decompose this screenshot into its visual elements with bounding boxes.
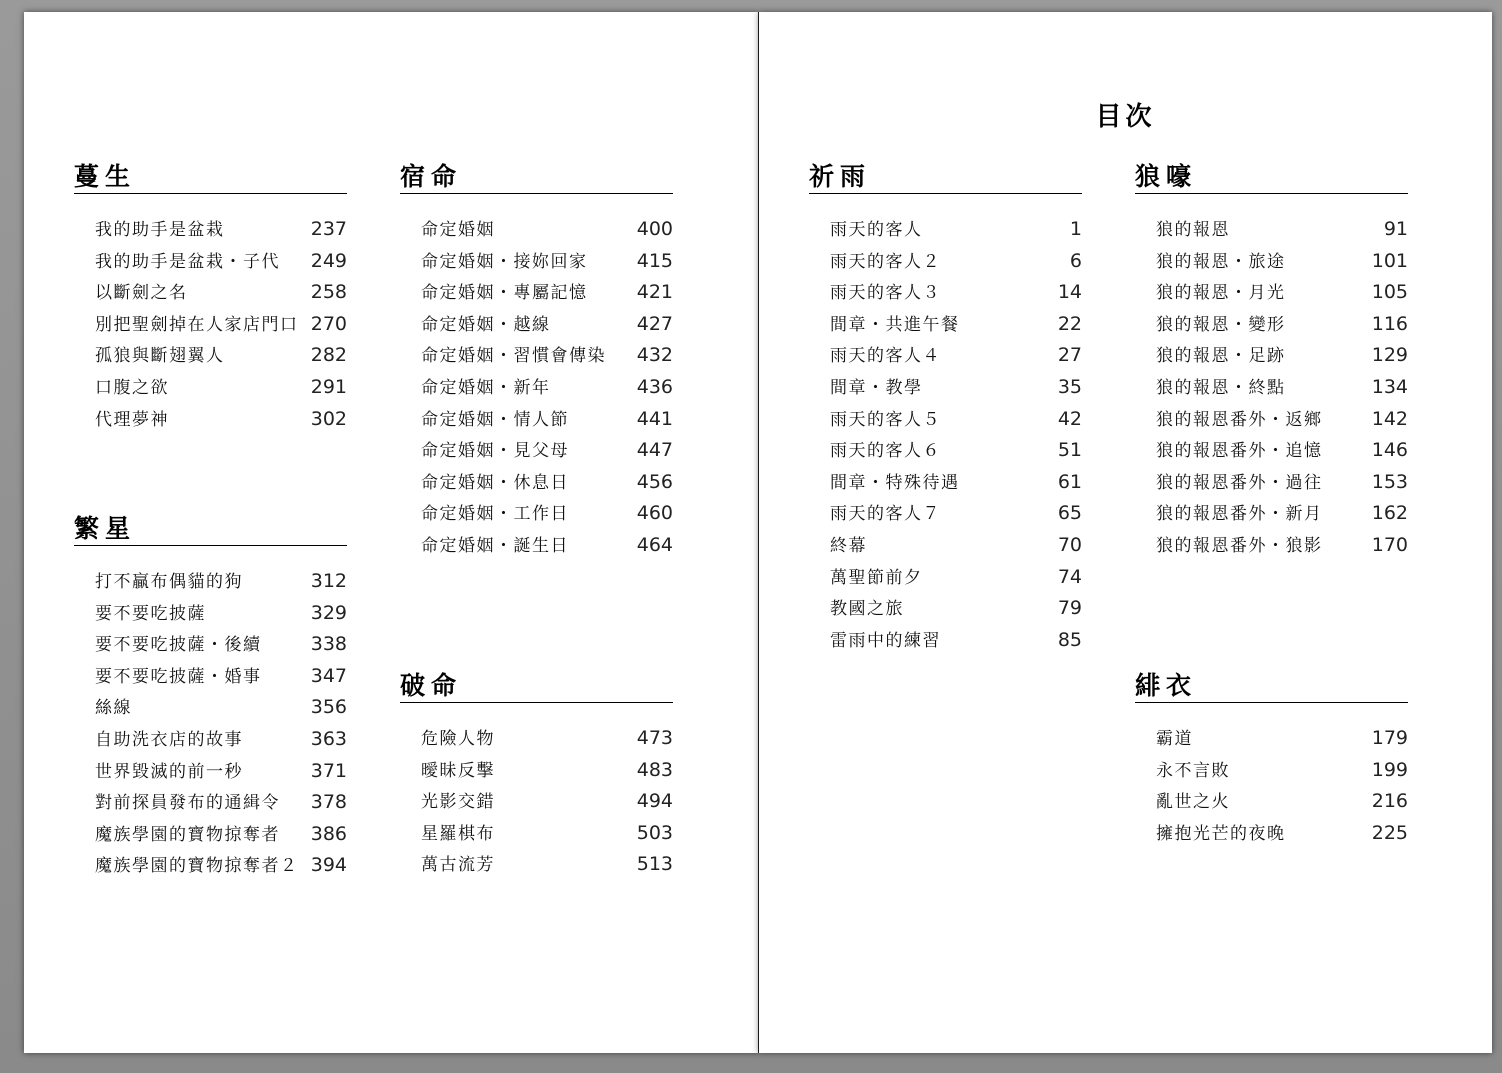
entry-page-number: 105 (1371, 281, 1408, 304)
toc-entry[interactable] (74, 215, 347, 247)
entry-title: 口腹之欲 (95, 377, 169, 398)
entry-title: 光影交錯 (421, 792, 495, 813)
entry-title: 要不要吃披薩・後續 (95, 635, 262, 656)
entry-title: 要不要吃披薩・婚事 (95, 666, 262, 687)
toc-entry[interactable] (1135, 215, 1408, 247)
entry-title: 代理夢神 (95, 409, 169, 430)
entry-title: 絲線 (95, 698, 132, 719)
toc-entry[interactable] (400, 724, 673, 756)
entry-page-number: 85 (1057, 628, 1082, 651)
toc-entry[interactable] (809, 405, 1082, 437)
entry-page-number: 347 (310, 664, 347, 687)
entry-title: 雨天的客人５ (830, 409, 941, 430)
entry-title: 間章・特殊待遇 (830, 472, 960, 493)
entry-page-number: 386 (310, 822, 347, 845)
entry-title: 霸道 (1156, 729, 1193, 749)
section-feiyi (1135, 669, 1408, 850)
entry-title: 雨天的客人３ (830, 283, 941, 304)
toc-entry[interactable] (400, 247, 673, 279)
toc-entry[interactable] (74, 757, 347, 789)
entry-page-number: 162 (1371, 502, 1408, 525)
toc-entry[interactable] (1135, 468, 1408, 500)
toc-entry[interactable] (1135, 819, 1408, 851)
entry-title: 命定婚姻・接妳回家 (421, 251, 588, 272)
entry-title: 命定婚姻・專屬記憶 (421, 283, 588, 304)
entry-title: 以斷劍之名 (95, 283, 188, 304)
toc-entry[interactable] (74, 630, 347, 662)
entry-title: 我的助手是盆栽 (95, 220, 225, 240)
entry-title: 狼的報恩番外・追憶 (1156, 441, 1323, 462)
toc-title: 目次 (1095, 102, 1156, 132)
toc-entry[interactable] (809, 215, 1082, 247)
entry-page-number: 464 (636, 533, 673, 556)
entry-page-number: 415 (636, 249, 673, 272)
toc-entry[interactable] (74, 851, 347, 883)
section-heading: 宿命 (400, 160, 673, 194)
entry-page-number: 1 (1069, 218, 1082, 240)
toc-entry[interactable] (74, 820, 347, 852)
toc-entry[interactable] (1135, 247, 1408, 279)
entry-title: 狼的報恩番外・返鄉 (1156, 409, 1323, 430)
section-heading: 破命 (400, 669, 673, 703)
entry-page-number: 129 (1371, 344, 1408, 367)
toc-entry[interactable] (809, 468, 1082, 500)
entry-page-number: 436 (636, 375, 673, 398)
toc-entry[interactable] (809, 531, 1082, 563)
entry-title: 亂世之火 (1156, 792, 1230, 813)
toc-entry[interactable] (74, 599, 347, 631)
section-fanxing (74, 512, 347, 883)
toc-entry[interactable] (400, 405, 673, 437)
entry-title: 雨天的客人７ (830, 504, 941, 525)
toc-entry[interactable] (1135, 278, 1408, 310)
toc-entry[interactable] (809, 310, 1082, 342)
entry-title: 自助洗衣店的故事 (95, 729, 243, 750)
entry-title: 曖昧反擊 (421, 760, 495, 781)
entry-title: 世界毀滅的前一秒 (95, 761, 243, 782)
entry-page-number: 441 (636, 407, 673, 430)
toc-entry[interactable] (809, 563, 1082, 595)
entry-page-number: 179 (1371, 727, 1408, 749)
toc-entry[interactable] (400, 819, 673, 851)
toc-entry[interactable] (74, 247, 347, 279)
entry-title: 狼的報恩 (1156, 220, 1230, 240)
entry-page-number: 329 (310, 601, 347, 624)
right-page (759, 12, 1492, 1053)
toc-entry[interactable] (74, 341, 347, 373)
entry-title: 孤狼與斷翅翼人 (95, 346, 225, 367)
entry-title: 星羅棋布 (421, 823, 495, 844)
entry-page-number: 371 (310, 759, 347, 782)
entry-page-number: 199 (1371, 758, 1408, 781)
toc-entry[interactable] (1135, 787, 1408, 819)
entry-title: 狼的報恩番外・過往 (1156, 472, 1323, 493)
entry-page-number: 282 (310, 344, 347, 367)
entry-page-number: 27 (1057, 344, 1082, 367)
entry-page-number: 378 (310, 791, 347, 814)
toc-entry[interactable] (400, 373, 673, 405)
entry-page-number: 22 (1057, 312, 1082, 335)
toc-entry[interactable] (74, 310, 347, 342)
entry-page-number: 116 (1371, 312, 1408, 335)
toc-entry[interactable] (1135, 341, 1408, 373)
section-poming (400, 669, 673, 882)
section-heading: 狼嚎 (1135, 160, 1408, 194)
toc-entry[interactable] (400, 787, 673, 819)
toc-entry[interactable] (400, 310, 673, 342)
entry-title: 雨天的客人４ (830, 346, 941, 367)
toc-entry[interactable] (809, 278, 1082, 310)
entry-title: 永不言敗 (1156, 760, 1230, 781)
entry-title: 萬聖節前夕 (830, 567, 923, 588)
entry-page-number: 473 (636, 727, 673, 749)
toc-entry[interactable] (809, 626, 1082, 658)
entry-title: 教國之旅 (830, 599, 904, 620)
entry-page-number: 258 (310, 281, 347, 304)
entry-page-number: 74 (1057, 565, 1082, 588)
toc-entry[interactable] (74, 725, 347, 757)
entry-page-number: 91 (1383, 218, 1408, 240)
section-langhao (1135, 160, 1408, 563)
section-heading: 繁星 (74, 512, 347, 546)
entry-title: 雨天的客人６ (830, 441, 941, 462)
entry-title: 雷雨中的練習 (830, 630, 941, 651)
entry-title: 對前探員發布的通緝令 (95, 793, 280, 814)
entry-title: 別把聖劍掉在人家店門口 (95, 314, 299, 335)
entry-title: 命定婚姻・越線 (421, 314, 551, 335)
toc-entry[interactable] (74, 693, 347, 725)
toc-entry[interactable] (400, 436, 673, 468)
entry-title: 命定婚姻・見父母 (421, 441, 569, 462)
section-suming (400, 160, 673, 563)
entry-title: 雨天的客人２ (830, 251, 941, 272)
toc-entry[interactable] (809, 373, 1082, 405)
toc-entry[interactable] (809, 247, 1082, 279)
entry-title: 命定婚姻・習慣會傳染 (421, 346, 606, 367)
entry-title: 間章・教學 (830, 377, 923, 398)
entry-title: 間章・共進午餐 (830, 314, 960, 335)
entry-page-number: 394 (310, 854, 347, 877)
entry-page-number: 291 (310, 375, 347, 398)
toc-entry[interactable] (1135, 756, 1408, 788)
entry-page-number: 61 (1057, 470, 1082, 493)
entry-page-number: 216 (1371, 790, 1408, 813)
entry-page-number: 153 (1371, 470, 1408, 493)
entry-page-number: 42 (1057, 407, 1082, 430)
entry-page-number: 249 (310, 249, 347, 272)
entry-title: 狼的報恩・月光 (1156, 283, 1286, 304)
entry-page-number: 456 (636, 470, 673, 493)
entry-page-number: 338 (310, 633, 347, 656)
entry-title: 雨天的客人 (830, 220, 923, 240)
entry-title: 魔族學園的寶物掠奪者２ (95, 856, 299, 877)
toc-entry[interactable] (400, 499, 673, 531)
toc-entry[interactable] (400, 850, 673, 882)
entry-page-number: 51 (1057, 439, 1082, 462)
entry-page-number: 460 (636, 502, 673, 525)
entry-title: 魔族學園的寶物掠奪者 (95, 824, 280, 845)
toc-entry[interactable] (74, 373, 347, 405)
toc-entry[interactable] (1135, 724, 1408, 756)
entry-title: 狼的報恩・旅途 (1156, 251, 1286, 272)
section-heading: 祈雨 (809, 160, 1082, 194)
entry-page-number: 35 (1057, 375, 1082, 398)
toc-entry[interactable] (400, 341, 673, 373)
entry-title: 狼的報恩番外・狼影 (1156, 535, 1323, 556)
entry-title: 命定婚姻・情人節 (421, 409, 569, 430)
entry-title: 命定婚姻・誕生日 (421, 535, 569, 556)
entry-title: 狼的報恩・變形 (1156, 314, 1286, 335)
entry-title: 命定婚姻・新年 (421, 377, 551, 398)
entry-title: 擁抱光芒的夜晚 (1156, 823, 1286, 844)
entry-title: 危險人物 (421, 729, 495, 749)
toc-entry[interactable] (1135, 373, 1408, 405)
toc-entry[interactable] (809, 499, 1082, 531)
toc-entry[interactable] (400, 215, 673, 247)
entry-page-number: 302 (310, 407, 347, 430)
entry-title: 終幕 (830, 535, 867, 556)
entry-page-number: 101 (1371, 249, 1408, 272)
entry-title: 狼的報恩番外・新月 (1156, 504, 1323, 525)
toc-entry[interactable] (74, 278, 347, 310)
toc-entry[interactable] (400, 531, 673, 563)
section-heading: 緋衣 (1135, 669, 1408, 703)
entry-page-number: 400 (636, 218, 673, 240)
entry-page-number: 447 (636, 439, 673, 462)
entry-title: 命定婚姻・休息日 (421, 472, 569, 493)
entry-page-number: 312 (310, 570, 347, 592)
toc-entry[interactable] (809, 341, 1082, 373)
entry-page-number: 14 (1057, 281, 1082, 304)
entry-title: 狼的報恩・足跡 (1156, 346, 1286, 367)
entry-page-number: 70 (1057, 533, 1082, 556)
entry-page-number: 142 (1371, 407, 1408, 430)
section-heading: 蔓生 (74, 160, 347, 194)
entry-page-number: 483 (636, 758, 673, 781)
toc-entry[interactable] (1135, 499, 1408, 531)
entry-page-number: 146 (1371, 439, 1408, 462)
toc-entry[interactable] (1135, 405, 1408, 437)
entry-page-number: 503 (636, 821, 673, 844)
entry-page-number: 170 (1371, 533, 1408, 556)
entry-page-number: 237 (310, 218, 347, 240)
toc-entry[interactable] (74, 788, 347, 820)
entry-title: 狼的報恩・終點 (1156, 377, 1286, 398)
entry-page-number: 427 (636, 312, 673, 335)
entry-page-number: 494 (636, 790, 673, 813)
toc-entry[interactable] (74, 405, 347, 437)
entry-title: 命定婚姻 (421, 220, 495, 240)
entry-page-number: 79 (1057, 597, 1082, 620)
toc-entry[interactable] (1135, 310, 1408, 342)
entry-page-number: 65 (1057, 502, 1082, 525)
toc-entry[interactable] (1135, 531, 1408, 563)
toc-entry[interactable] (400, 468, 673, 500)
toc-entry[interactable] (400, 278, 673, 310)
entry-page-number: 432 (636, 344, 673, 367)
entry-page-number: 363 (310, 727, 347, 750)
toc-entry[interactable] (809, 436, 1082, 468)
entry-page-number: 6 (1069, 249, 1082, 272)
entry-title: 打不贏布偶貓的狗 (95, 572, 243, 592)
entry-title: 要不要吃披薩 (95, 603, 206, 624)
toc-entry[interactable] (400, 756, 673, 788)
entry-page-number: 225 (1371, 821, 1408, 844)
section-mansheng (74, 160, 347, 436)
entry-title: 萬古流芳 (421, 855, 495, 876)
left-page (24, 12, 758, 1053)
section-qiyu (809, 160, 1082, 657)
entry-page-number: 134 (1371, 375, 1408, 398)
entry-page-number: 421 (636, 281, 673, 304)
entry-page-number: 513 (636, 853, 673, 876)
toc-entry[interactable] (1135, 436, 1408, 468)
entry-page-number: 270 (310, 312, 347, 335)
toc-entry[interactable] (74, 567, 347, 599)
entry-page-number: 356 (310, 696, 347, 719)
entry-title: 命定婚姻・工作日 (421, 504, 569, 525)
entry-title: 我的助手是盆栽・子代 (95, 251, 280, 272)
toc-entry[interactable] (809, 594, 1082, 626)
toc-entry[interactable] (74, 662, 347, 694)
